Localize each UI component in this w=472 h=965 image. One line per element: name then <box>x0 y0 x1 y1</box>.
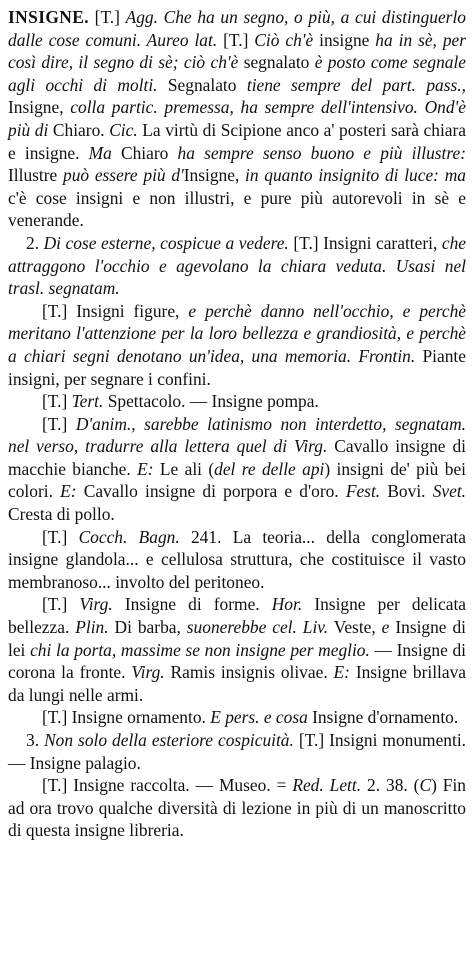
italic-text: è posto come segnale agli occhi di molti. <box>8 52 467 95</box>
text-run: Segnalato <box>157 74 247 95</box>
entry-sense-paragraph <box>8 390 466 413</box>
italic-text: in quanto insignito di luce: ma <box>245 165 466 186</box>
italic-text: E pers. e cosa <box>210 707 308 728</box>
italic-text: colla partic. premessa, ha sempre dell'intensivo. Ond'è più di <box>8 97 466 140</box>
text-run: [T.] <box>42 594 80 615</box>
italic-text: Virg. <box>131 662 165 683</box>
dictionary-entry-insigne <box>8 6 466 842</box>
entry-sense-paragraph <box>8 706 466 729</box>
text-run: [T.] <box>42 526 79 547</box>
text-run: Le ali ( <box>153 458 215 479</box>
text-run: Insigne di lei <box>8 617 466 660</box>
text-run: Illustre <box>8 165 63 186</box>
italic-text: Hor. <box>271 594 303 615</box>
text-run: Spettacolo. — Insigne pompa. <box>103 391 319 412</box>
text-run: — Insigne di corona la fronte. <box>8 639 467 683</box>
entry-sense-paragraph <box>8 774 466 842</box>
text-run: [T.] <box>89 7 126 27</box>
italic-text: del re delle api <box>214 458 325 479</box>
italic-text: Plin. <box>75 617 109 638</box>
text-run: [T.] Insigne ornamento. <box>42 707 211 728</box>
text-run: insigne <box>313 29 376 50</box>
italic-text: E: <box>333 662 350 683</box>
headword: INSIGNE. <box>8 7 89 27</box>
italic-text: Fest. <box>345 481 381 502</box>
text-run: Insigne, <box>183 165 246 186</box>
entry-sense-paragraph <box>8 729 466 774</box>
italic-text: Tert. <box>71 391 104 412</box>
text-run: [T.] <box>42 391 72 412</box>
entry-sense-paragraph <box>8 300 466 390</box>
italic-text: Ciò ch'è <box>254 29 314 50</box>
italic-text: suonerebbe cel. Liv. <box>186 617 329 638</box>
entry-definition <box>8 6 466 232</box>
entry-sense-paragraph <box>8 526 466 594</box>
italic-text: e perchè danno nell'occhio, e perchè meritano l'attenzione per la loro bellezza e grandiosità, e perchè a chiari segni denotano un'idea, una memoria. Frontin. <box>8 300 466 366</box>
italic-text: Agg. Che ha un segno, o più, a cui distinguerlo dalle cose comuni. Aureo lat. <box>8 7 466 50</box>
italic-text: C <box>419 775 432 796</box>
text-run: ) insigni de' più bei colori. <box>8 458 466 502</box>
text-run: [T.] Insigni monumenti. — Insigne palagio. <box>8 730 466 773</box>
entry-sense-paragraph <box>8 593 466 706</box>
italic-text: tiene sempre del part. pass., <box>246 74 466 95</box>
text-run: [T.] <box>42 413 76 434</box>
text-run: [T.] Insigni caratteri, <box>288 232 442 253</box>
italic-text: può essere più d' <box>63 165 184 186</box>
text-run: Ramis insignis olivae. <box>164 662 334 683</box>
italic-text: chi la porta, massime se non insigne per meglio. <box>30 639 370 660</box>
italic-text: Cic. <box>109 119 138 140</box>
italic-text: E: <box>60 481 77 502</box>
text-run: c'è cose insigni e non illustri, e pure più autorevoli in sè e venerande. <box>8 187 466 231</box>
entry-sense-paragraph <box>8 413 466 526</box>
text-run: Insigne d'ornamento. <box>307 707 459 728</box>
text-run: La virtù di Scipione anco a' posteri sarà chiara e insigne. <box>8 119 467 163</box>
text-run: [T.] Insigne raccolta. — Museo. = <box>42 775 293 796</box>
italic-text: Cocch. Bagn. <box>78 526 180 547</box>
text-run: Chiaro <box>111 142 178 163</box>
italic-text: Svet. <box>432 481 466 502</box>
text-run: 3. <box>26 730 45 750</box>
italic-text: Virg. <box>79 594 113 615</box>
text-run: Insigne, <box>8 97 71 118</box>
text-run: 2. 38. ( <box>361 775 420 796</box>
text-run: segnalato <box>238 52 315 73</box>
italic-text: E: <box>137 458 154 479</box>
italic-text: Non solo della esteriore cospicuità. <box>44 730 294 750</box>
text-run: Cavallo insigne di porpora e d'oro. <box>76 481 346 502</box>
italic-text: ha sempre senso buono e più illustre: <box>177 142 467 163</box>
text-run: Cavallo insigne di macchie bianche. <box>8 436 466 479</box>
text-run: Veste, <box>328 617 382 638</box>
text-run: [T.] <box>217 29 255 50</box>
text-run: Bovi. <box>380 481 433 502</box>
italic-text: Di cose esterne, cospicue a vedere. <box>43 232 289 253</box>
text-run: Piante insigni, per segnare i confini. <box>8 345 466 389</box>
text-run: Cresta di pollo. <box>8 504 115 525</box>
text-run: ) Fin ad ora trovo qualche diversità di lezione in più di un manoscritto di questa insigne libreria. <box>8 775 467 841</box>
text-run: Di barba, <box>108 617 187 638</box>
text-run: [T.] Insigni figure, <box>42 300 189 321</box>
text-run: Chiaro. <box>48 119 110 140</box>
text-run: Insigne di forme. <box>112 594 272 615</box>
italic-text: D'anim., sarebbe latinismo non interdetto, segnatam. nel verso, tradurre alla lettera quel di Virg. <box>8 413 467 457</box>
entry-sense-paragraph <box>8 232 466 300</box>
text-run: Insigne brillava da lungi nelle armi. <box>8 662 466 705</box>
italic-text: ha in sè, per così dire, il segno di sè; ciò ch'è <box>8 29 467 73</box>
text-run: 2. <box>26 232 44 253</box>
italic-text: e <box>381 617 390 638</box>
italic-text: Ma <box>88 142 112 163</box>
italic-text: che attraggono l'occhio e agevolano la chiara veduta. Usasi nel trasl. segnatam. <box>8 232 466 299</box>
text-run: 241. La teoria... della conglomerata insigne glandola... e cellulosa struttura, che costituisce il vasto membranoso... involto del peritoneo. <box>8 526 466 592</box>
text-run: Insigne per delicata bellezza. <box>8 594 466 638</box>
italic-text: Red. Lett. <box>292 775 362 796</box>
